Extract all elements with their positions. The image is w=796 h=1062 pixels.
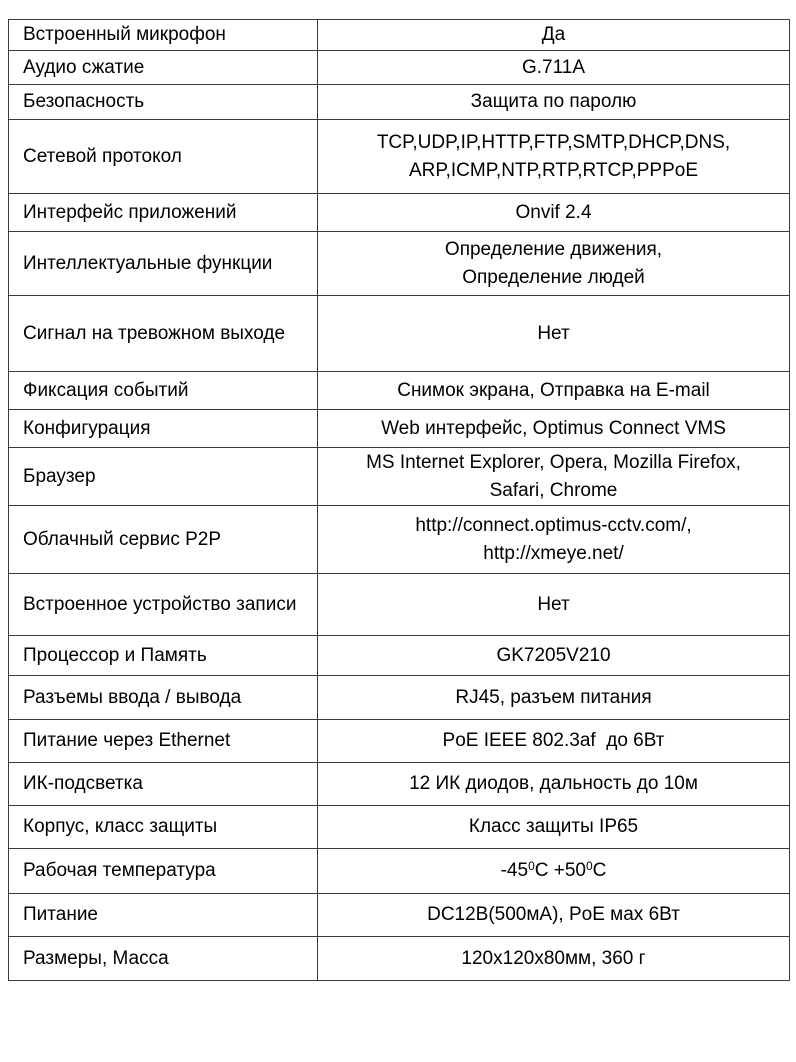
table-row (9, 720, 790, 763)
table-row (9, 51, 790, 85)
spec-value (318, 448, 790, 506)
table-row (9, 120, 790, 194)
spec-name: Фиксация событий (9, 372, 318, 410)
table-row (9, 806, 790, 849)
spec-name: Встроенный микрофон (9, 20, 318, 51)
spec-value: Web интерфейс, Optimus Connect VMS (318, 410, 790, 448)
table-row (9, 85, 790, 120)
table-row (9, 20, 790, 51)
spec-name: Рабочая температура (9, 849, 318, 894)
table-row (9, 763, 790, 806)
spec-name: Размеры, Масса (9, 937, 318, 981)
spec-value-line: TCP,UDP,IP,HTTP,FTP,SMTP,DHCP,DNS, (376, 131, 731, 153)
spec-name: ИК-подсветка (9, 763, 318, 806)
table-row (9, 296, 790, 372)
temp-max: C +50 (534, 860, 586, 881)
table-row (9, 937, 790, 981)
spec-value: GK7205V210 (318, 636, 790, 676)
spec-name: Сигнал на тревожном выходе (9, 296, 318, 372)
spec-value-line: MS Internet Explorer, Opera, Mozilla Firefox, (366, 451, 741, 473)
spec-name: Корпус, класс защиты (9, 806, 318, 849)
table-row (9, 506, 790, 574)
spec-name: Облачный сервис P2P (9, 506, 318, 574)
spec-name: Браузер (9, 448, 318, 506)
table-row (9, 194, 790, 232)
spec-value (318, 506, 790, 574)
spec-value: Onvif 2.4 (318, 194, 790, 232)
spec-value: Защита по паролю (318, 85, 790, 120)
spec-value-line: http://xmeye.net/ (483, 542, 624, 564)
spec-table (8, 19, 790, 981)
table-row (9, 410, 790, 448)
spec-value-line: Safari, Chrome (489, 479, 618, 501)
spec-name: Сетевой протокол (9, 120, 318, 194)
spec-value: 12 ИК диодов, дальность до 10м (318, 763, 790, 806)
spec-value (318, 232, 790, 296)
spec-value: PoE IEEE 802.3af до 6Вт (318, 720, 790, 763)
table-row (9, 372, 790, 410)
spec-value: Снимок экрана, Отправка на E-mail (318, 372, 790, 410)
spec-name: Конфигурация (9, 410, 318, 448)
spec-value-line: http://connect.optimus-cctv.com/, (415, 514, 692, 536)
table-row (9, 894, 790, 937)
spec-value (318, 849, 790, 894)
spec-name: Интеллектуальные функции (9, 232, 318, 296)
degree-sup: 0 (528, 859, 535, 873)
spec-value: Класс защиты IP65 (318, 806, 790, 849)
spec-name: Питание через Ethernet (9, 720, 318, 763)
temp-min: -45 (500, 860, 529, 881)
spec-value: DC12В(500мА), PoE мах 6Вт (318, 894, 790, 937)
table-row (9, 636, 790, 676)
table-row (9, 232, 790, 296)
table-row (9, 849, 790, 894)
spec-name: Безопасность (9, 85, 318, 120)
spec-name: Интерфейс приложений (9, 194, 318, 232)
spec-name: Разъемы ввода / вывода (9, 676, 318, 720)
spec-name: Встроенное устройство записи (9, 574, 318, 636)
spec-value: G.711A (318, 51, 790, 85)
spec-value: Нет (318, 574, 790, 636)
table-row (9, 574, 790, 636)
degree-sup: 0 (585, 859, 593, 873)
spec-name: Процессор и Память (9, 636, 318, 676)
table-row (9, 448, 790, 506)
spec-name: Аудио сжатие (9, 51, 318, 85)
spec-name: Питание (9, 894, 318, 937)
spec-value-line: Определение людей (462, 266, 645, 288)
spec-value: RJ45, разъем питания (318, 676, 790, 720)
table-row (9, 676, 790, 720)
temp-unit: C (592, 860, 607, 881)
spec-value-line: ARP,ICMP,NTP,RTP,RTCP,PPPoE (408, 159, 698, 181)
spec-value: Нет (318, 296, 790, 372)
spec-value: 120х120х80мм, 360 г (318, 937, 790, 981)
spec-value: Да (318, 20, 790, 51)
spec-value-line: Определение движения, (444, 238, 663, 260)
spec-value (318, 120, 790, 194)
